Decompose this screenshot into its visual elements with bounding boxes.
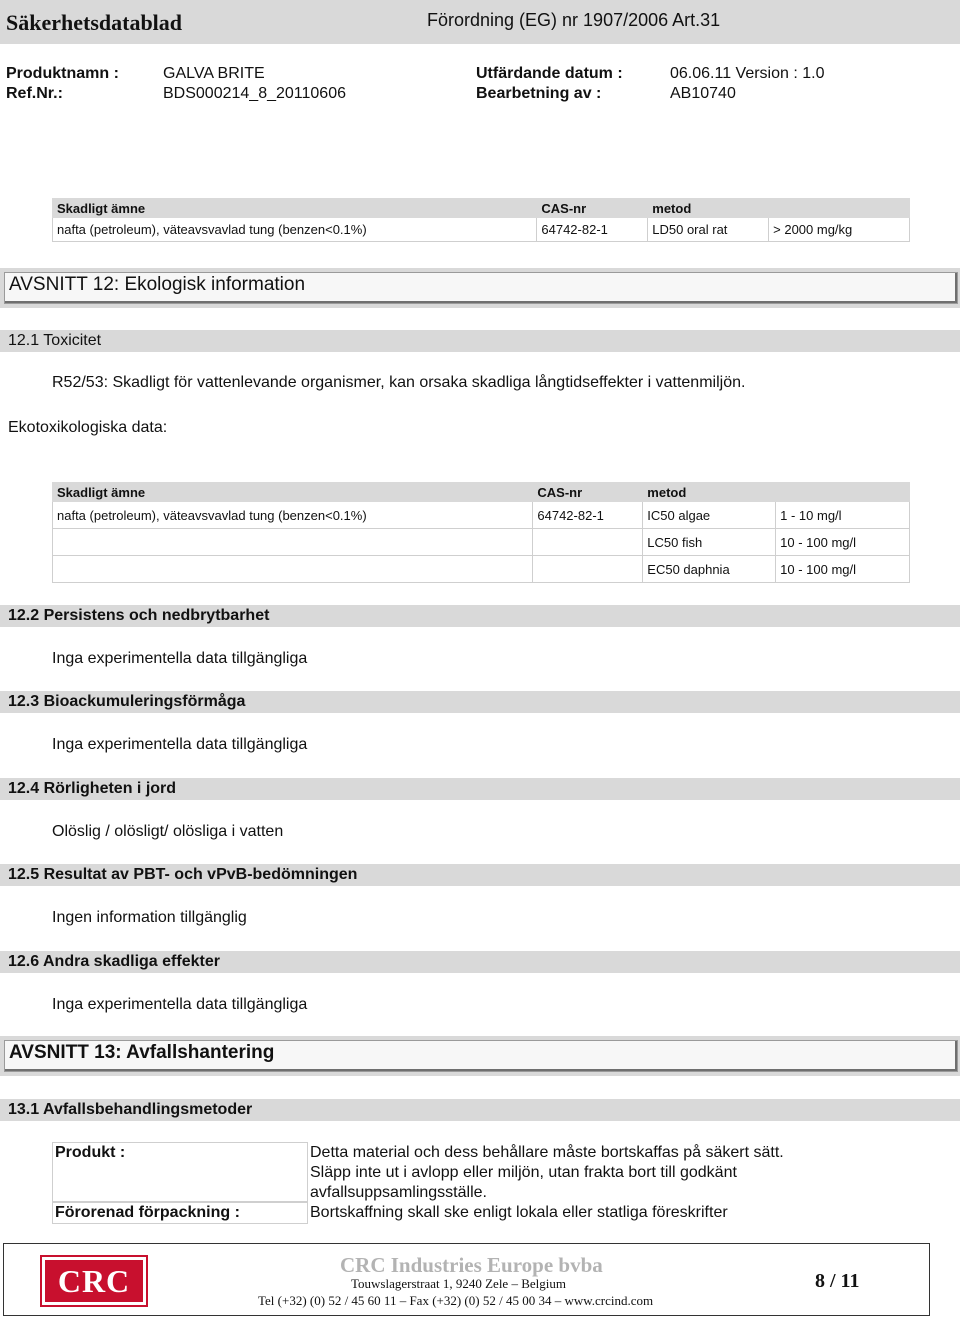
section-13-header [0, 1036, 960, 1076]
section-12-6-bar [0, 951, 960, 973]
substance-cell: nafta (petroleum), väteavsvavlad tung (benzen<0.1%) [53, 218, 537, 242]
footer-address: Touwslagerstraat 1, 9240 Zele – Belgium [351, 1276, 566, 1291]
section-12-5-bar [0, 864, 960, 886]
section-12-4-title: 12.4 Rörligheten i jord [8, 780, 177, 797]
section-12-3-title: 12.3 Bioackumuleringsförmåga [8, 693, 246, 710]
section-12-2-bar [0, 605, 960, 627]
table-header-row [53, 199, 910, 218]
disposal-product-text-3: avfallsuppsamlingsställe. [310, 1184, 487, 1201]
issue-date-value: 06.06.11 Version : 1.0 [670, 65, 825, 82]
ref-number-value: BDS000214_8_20110606 [163, 85, 346, 102]
substance-cell [53, 529, 533, 556]
section-12-3-bar [0, 691, 960, 713]
value-cell: 10 - 100 mg/l [776, 529, 910, 556]
ecotox-table [52, 482, 910, 583]
table-row [53, 502, 910, 529]
section-12-2-title: 12.2 Persistens och nedbrytbarhet [8, 607, 270, 624]
crc-logo [40, 1255, 148, 1307]
method-cell: LD50 oral rat [648, 218, 769, 242]
section-12-3-text: Inga experimentella data tillgängliga [52, 736, 308, 753]
table-row [53, 218, 910, 242]
column-header: CAS-nr [533, 483, 643, 502]
page-number: 8 / 11 [815, 1270, 860, 1292]
value-cell: 1 - 10 mg/l [776, 502, 910, 529]
section-12-6-text: Inga experimentella data tillgängliga [52, 996, 308, 1013]
section-12-5-title: 12.5 Resultat av PBT- och vPvB-bedömningen [8, 866, 358, 883]
method-cell: LC50 fish [643, 529, 776, 556]
section-13-1-bar [0, 1099, 960, 1121]
section-13-1-title: 13.1 Avfallsbehandlingsmetoder [8, 1101, 253, 1118]
method-cell: IC50 algae [643, 502, 776, 529]
section-12-header [0, 268, 960, 308]
substance-cell [53, 556, 533, 583]
edited-by-label: Bearbetning av : [476, 85, 602, 102]
cas-cell [533, 529, 643, 556]
cas-cell [533, 556, 643, 583]
acute-toxicity-table [52, 198, 910, 242]
edited-by-value: AB10740 [670, 85, 736, 102]
section-12-5-text: Ingen information tillgänglig [52, 909, 247, 926]
product-name-label: Produktnamn : [6, 65, 119, 82]
product-name-value: GALVA BRITE [163, 65, 265, 82]
disposal-product-label: Produkt : [55, 1144, 126, 1161]
table-row [53, 556, 910, 583]
section-12-1-bar [0, 330, 960, 352]
footer-company: CRC Industries Europe bvba [340, 1253, 603, 1277]
method-cell: EC50 daphnia [643, 556, 776, 583]
disposal-product-text-1: Detta material och dess behållare måste bortskaffas på säkert sätt. [310, 1144, 784, 1161]
crc-logo-text: CRC [57, 1263, 131, 1299]
section-12-1-title: 12.1 Toxicitet [8, 332, 102, 349]
value-cell: 10 - 100 mg/l [776, 556, 910, 583]
table-row [53, 529, 910, 556]
footer-contact: Tel (+32) (0) 52 / 45 60 11 – Fax (+32) (0) 52 / 45 00 34 – www.crcind.com [258, 1293, 654, 1308]
column-header: CAS-nr [537, 199, 648, 218]
column-header: Skadligt ämne [53, 483, 533, 502]
toxicity-statement: R52/53: Skadligt för vattenlevande organismer, kan orsaka skadliga långtidseffekter i vattenmiljön. [52, 374, 746, 391]
column-header: Skadligt ämne [53, 199, 537, 218]
disposal-packaging-text: Bortskaffning skall ske enligt lokala eller statliga föreskrifter [310, 1204, 728, 1221]
section-12-2-text: Inga experimentella data tillgängliga [52, 650, 308, 667]
section-13-title: AVSNITT 13: Avfallshantering [9, 1042, 275, 1063]
section-12-6-title: 12.6 Andra skadliga effekter [8, 953, 220, 970]
section-12-title: AVSNITT 12: Ekologisk information [9, 274, 306, 295]
cas-cell: 64742-82-1 [537, 218, 648, 242]
value-cell: > 2000 mg/kg [769, 218, 910, 242]
section-12-4-text: Olöslig / olösligt/ olösliga i vatten [52, 823, 284, 840]
regulation-reference: Förordning (EG) nr 1907/2006 Art.31 [427, 10, 721, 30]
section-12-4-bar [0, 778, 960, 800]
column-header [769, 199, 910, 218]
issue-date-label: Utfärdande datum : [476, 65, 623, 82]
substance-cell: nafta (petroleum), väteavsvavlad tung (benzen<0.1%) [53, 502, 533, 529]
column-header [776, 483, 910, 502]
column-header: metod [648, 199, 769, 218]
disposal-packaging-label: Förorenad förpackning : [55, 1204, 240, 1221]
document-title: Säkerhetsdatablad [6, 10, 183, 35]
ecotox-label: Ekotoxikologiska data: [8, 419, 168, 436]
table-header-row [53, 483, 910, 502]
cas-cell: 64742-82-1 [533, 502, 643, 529]
ref-number-label: Ref.Nr.: [6, 85, 63, 102]
disposal-product-text-2: Släpp inte ut i avlopp eller miljön, utan frakta bort till godkänt [310, 1164, 737, 1181]
column-header: metod [643, 483, 776, 502]
